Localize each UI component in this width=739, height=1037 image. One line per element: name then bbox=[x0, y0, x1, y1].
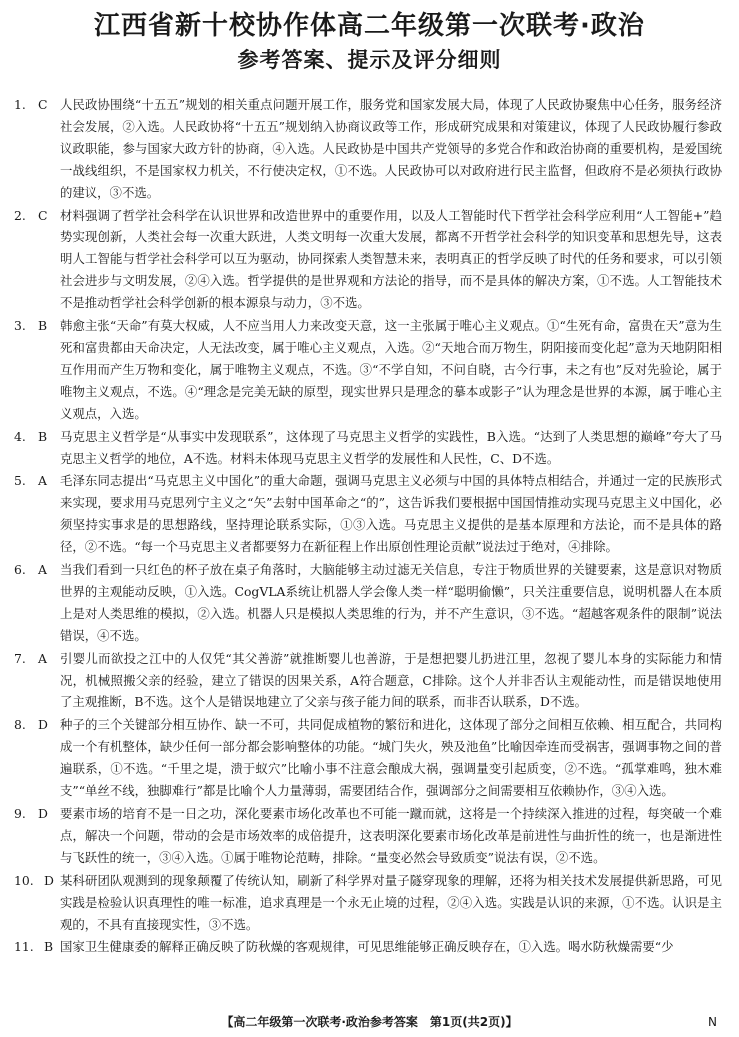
answer-item-8 bbox=[14, 714, 722, 802]
answer-item-11 bbox=[14, 936, 722, 958]
footer-page-info: 【高二年级第一次联考·政治参考答案 第1页(共2页)】 bbox=[221, 1015, 518, 1029]
answer-choice: B bbox=[38, 318, 48, 334]
answer-choice: A bbox=[38, 562, 47, 578]
question-number: 2. bbox=[14, 207, 26, 223]
answer-explanation: 当我们看到一只红色的杯子放在桌子角落时，大脑能够主动过滤无关信息，专注于物质世界的关键要素，这是意识对物质世界的主观能动反映，①入选。CogVLA系统让机器人学会像人类一样“聪明偷懒”，只关注重要信息，说明机器人在本质上是对人类思维的模拟，②入选。机器人只是模拟人类思维的行为，并不产生意识，③不选。“超越客观条件的限制”说法错误，④不选。 bbox=[60, 562, 722, 643]
answer-explanation: 种子的三个关键部分相互协作、缺一不可，共同促成植物的繁衍和进化，这体现了部分之间相互依赖、相互配合，共同构成一个有机整体，缺少任何一部分都会影响整体的功能。“城门失火，殃及池鱼”比喻因牵连而受祸害，强调事物之间的普遍联系，①不选。“千里之堤，溃于蚁穴”比喻小事不注意会酿成大祸，强调量变引起质变，②不选。“孤掌难鸣，独木难支”“单丝不线，独脚难行”都是比喻个人力量薄弱，需要团结合作，强调部分之间需要相互依赖协作，③④入选。 bbox=[60, 717, 722, 799]
question-number: 1. bbox=[14, 97, 26, 112]
answer-choice: B bbox=[44, 939, 54, 955]
answer-explanation: 某科研团队观测到的现象颠覆了传统认知，刷新了科学界对量子隧穿现象的理解，还将为相关技术发展提供新思路，可见实践是检验认识真理性的唯一标准，追求真理是一个永无止境的过程，②④入选。实践是认识的来源，①不选。认识是主观的，不具有直接现实性，③不选。 bbox=[60, 872, 722, 932]
answer-item-7 bbox=[14, 648, 722, 714]
question-number: 4. bbox=[14, 428, 26, 444]
question-number: 6. bbox=[14, 562, 26, 578]
answer-item-10 bbox=[14, 870, 722, 936]
answer-explanation: 国家卫生健康委的解释正确反映了防秋燥的客观规律，可见思维能够正确反映存在，①入选。喝水防秋燥需要“少 bbox=[60, 939, 674, 955]
answer-choice: D bbox=[44, 872, 54, 888]
answer-explanation: 人民政协围绕“十五五”规划的相关重点问题开展工作，服务党和国家发展大局，体现了人民政协聚焦中心任务，服务经济社会发展，②入选。人民政协将“十五五”规划纳入协商议政等工作，形成研究成果和对策建议，体现了人民政协履行参政议政职能，参与国家大政方针的协商，④入选。人民政协是中国共产党领导的多党合作和政治协商的重要机构，是爱国统一战线组织，不是国家权力机关，不行使决定权，①不选。人民政协可以对政府进行民主监督，但政府不是必须执行政协的建议，③不选。 bbox=[60, 97, 722, 200]
answer-choice: D bbox=[38, 806, 48, 821]
answer-item-6 bbox=[14, 559, 722, 647]
question-number: 3. bbox=[14, 318, 26, 334]
answer-explanation: 韩愈主张“天命”有莫大权威，人不应当用人力来改变天意，这一主张属于唯心主义观点。①“生死有命，富贵在天”意为生死和富贵都由天命决定，人无法改变，属于唯心主义观点，入选。②“天地合而万物生，阴阳接而变化起”意为天地阴阳相互作用而产生万物和变化，属于唯物主义观点，不选。③“不学自知，不问自晓，古今行事，未之有也”反对先验论，属于唯物主义观点，不选。④“理念是完美无缺的原型，现实世界只是理念的摹本或影子”认为理念是世界的本源，属于唯心主义观点，入选。 bbox=[60, 318, 722, 421]
answer-explanation: 马克思主义哲学是“从事实中发现联系”，这体现了马克思主义哲学的实践性，B入选。“达到了人类思想的巅峰”夸大了马克思主义哲学的地位，A不选。材料未体现马克思主义哲学的发展性和人民性，C、D不选。 bbox=[60, 428, 722, 466]
answer-choice: A bbox=[38, 650, 47, 666]
page-title: 江西省新十校协作体高二年级第一次联考·政治 bbox=[94, 11, 645, 41]
page-subtitle: 参考答案、提示及评分细则 bbox=[237, 48, 502, 72]
answer-choice: D bbox=[38, 717, 48, 733]
answer-item-5 bbox=[14, 470, 722, 558]
question-number: 7. bbox=[14, 650, 26, 666]
answer-explanation: 材料强调了哲学社会科学在认识世界和改造世界中的重要作用，以及人工智能时代下哲学社会科学应利用“人工智能+”趋势实现创新，人类社会每一次重大跃进，人类文明每一次重大发展，都离不开哲学社会科学的知识变革和思想先导，这表明人工智能与哲学社会科学可以互为驱动，协同探索人类智慧未来，表明真正的哲学反映了时代的任务和要求，可以引领社会进步与文明发展，②④入选。哲学提供的是世界观和方法论的指导，而不是具体的解决方案，①不选。人工智能技术不是推动哲学社会科学创新的根本源泉与动力，③不选。 bbox=[60, 207, 722, 311]
answer-item-1 bbox=[14, 94, 722, 204]
page-footer bbox=[0, 1013, 739, 1031]
answer-choice: C bbox=[38, 207, 48, 223]
question-number: 5. bbox=[14, 473, 26, 489]
answer-choice: C bbox=[38, 97, 48, 112]
question-number: 10. bbox=[14, 872, 34, 888]
question-number: 9. bbox=[14, 806, 26, 821]
question-number: 11. bbox=[14, 939, 34, 955]
answer-explanation: 引婴儿而欲投之江中的人仅凭“其父善游”就推断婴儿也善游，于是想把婴儿扔进江里，忽视了婴儿本身的实际能力和情况，机械照搬父亲的经验，建立了错误的因果关系，A符合题意，C排除。这个人并非否认主观能动性，而是错误地使用了主观推断，B不选。这个人是错误地建立了父亲与孩子能力间的联系，而非否认联系，D不选。 bbox=[60, 650, 722, 710]
answer-choice: A bbox=[38, 473, 47, 489]
answer-item-3 bbox=[14, 315, 722, 425]
footer-version-code: N bbox=[708, 1015, 717, 1029]
answer-item-4 bbox=[14, 426, 722, 470]
answer-explanation: 毛泽东同志提出“马克思主义中国化”的重大命题，强调马克思主义必须与中国的具体特点相结合，并通过一定的民族形式来实现，要求用马克思列宁主义之“矢”去射中国革命之“的”，这告诉我们要根据中国国情推动实现马克思主义中国化，必须坚持实事求是的思想路线，坚持理论联系实际，①③入选。马克思主义提供的是基本原理和方法论，而不是具体的路径，②不选。“每一个马克思主义者都要努力在新征程上作出原创性理论贡献”说法过于绝对，④排除。 bbox=[60, 473, 722, 555]
answer-choice: B bbox=[38, 428, 48, 444]
question-number: 8. bbox=[14, 717, 26, 733]
answer-item-2 bbox=[14, 205, 722, 315]
answer-explanation: 要素市场的培育不是一日之功，深化要素市场化改革也不可能一蹴而就，这将是一个持续深入推进的过程，每突破一个难点，解决一个问题，带动的会是市场效率的成倍提升，这表明深化要素市场化改革是前进性与曲折性的统一，也是渐进性与飞跃性的统一，③④入选。①属于唯物论范畴，排除。“量变必然会导致质变”说法有误，②不选。 bbox=[60, 806, 722, 865]
answer-item-9 bbox=[14, 803, 722, 869]
answer-list bbox=[14, 94, 722, 959]
